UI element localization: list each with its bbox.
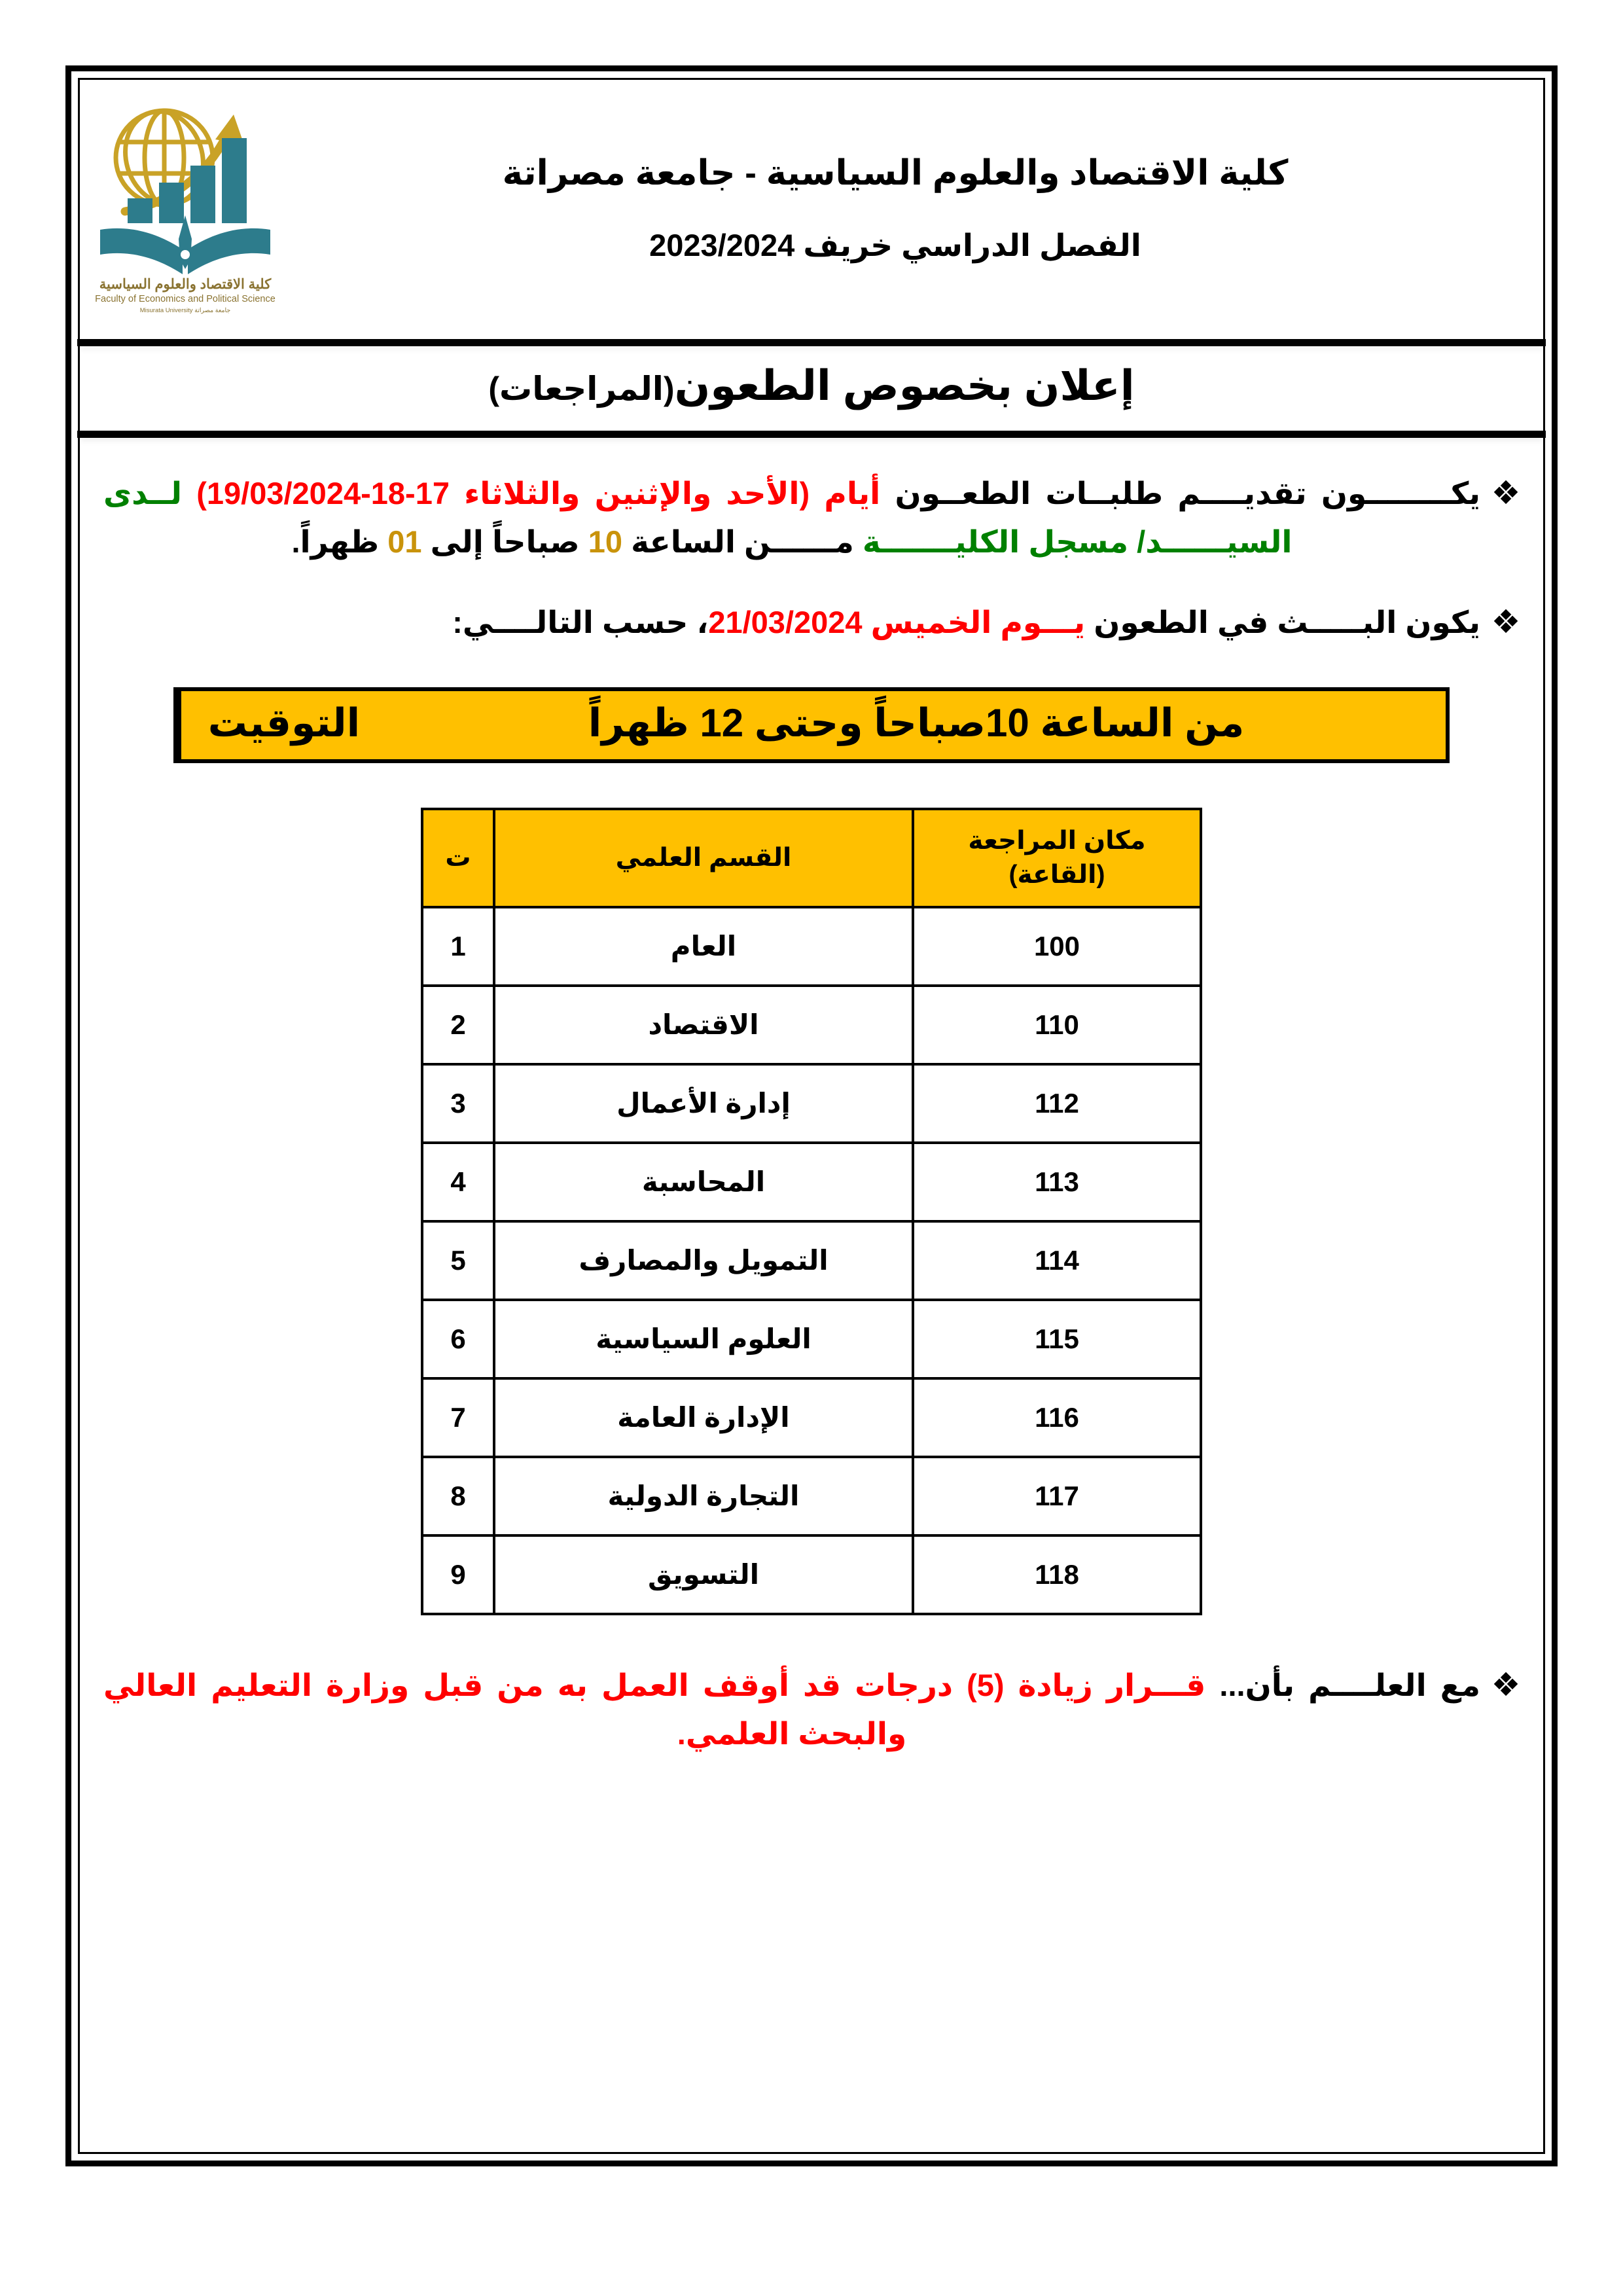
cell-index: 6: [422, 1300, 494, 1378]
bullet2-seg0: يكون البـــــث في الطعون: [1085, 604, 1480, 639]
cell-hall: 115: [913, 1300, 1201, 1378]
bullet-text-hearing: [103, 598, 1480, 647]
timing-value: من الساعة 10صباحاً وحتى 12 ظهراً: [387, 691, 1446, 759]
cell-hall: 113: [913, 1143, 1201, 1221]
table-row: [422, 1378, 1201, 1457]
bullet2-seg1: يـــوم الخميس 21/03/2024: [708, 604, 1086, 639]
faculty-logo: [77, 100, 293, 316]
cell-index: 5: [422, 1221, 494, 1300]
cell-department: العلوم السياسية: [494, 1300, 913, 1378]
cell-index: 1: [422, 907, 494, 986]
timing-banner: [173, 687, 1450, 763]
bullet-item-hearing: [77, 598, 1546, 647]
bullet1-seg2: لــدى السيــــــد/ مسجل الكليـــــــة: [103, 476, 1293, 560]
cell-index: 7: [422, 1378, 494, 1457]
cell-index: 2: [422, 986, 494, 1064]
diamond-bullet-icon-3: ❖: [1491, 1666, 1521, 1703]
table-row: [422, 1064, 1201, 1143]
bullet1-seg3: مــــــن الساعة: [622, 524, 863, 560]
cell-hall: 112: [913, 1064, 1201, 1143]
header-text-block: [293, 153, 1524, 264]
bullet2-seg2: ، حسب التالــــي:: [452, 604, 709, 639]
cell-hall: 118: [913, 1535, 1201, 1614]
document-header: [77, 77, 1546, 339]
announcement-document: [77, 77, 1546, 2155]
column-header-index: ت: [422, 809, 494, 907]
logo-arabic-caption: كلية الاقتصاد والعلوم السياسية: [99, 277, 272, 292]
cell-index: 4: [422, 1143, 494, 1221]
departments-table: [421, 808, 1202, 1615]
cell-department: التمويل والمصارف: [494, 1221, 913, 1300]
bullet-item-submission: [77, 469, 1546, 567]
bullet-text-submission: [103, 469, 1480, 567]
footer-seg1: قـــرار زيادة (5) درجات قد أوقف العمل به من قبل وزارة التعليم العالي والبحث العلمي.: [103, 1667, 1206, 1751]
semester-label: الفصل الدراسي خريف 2023/2024: [649, 227, 1141, 262]
table-row: [422, 1143, 1201, 1221]
pen-nib-icon: [179, 215, 192, 269]
logo-university-caption: جامعة مصراتة Misurata University: [139, 307, 231, 314]
footer-note-item: [77, 1661, 1546, 1759]
cell-department: التجارة الدولية: [494, 1457, 913, 1535]
table-row: [422, 986, 1201, 1064]
bullet1-seg6: 01: [387, 524, 422, 560]
table-head: [422, 809, 1201, 907]
announcement-title-paren: (المراجعات): [488, 370, 675, 407]
departments-table-wrapper: [77, 808, 1546, 1615]
diamond-bullet-icon: ❖: [1491, 475, 1521, 511]
cell-index: 9: [422, 1535, 494, 1614]
faculty-logo-graphic: [87, 100, 283, 316]
cell-hall: 117: [913, 1457, 1201, 1535]
cell-hall: 114: [913, 1221, 1201, 1300]
cell-department: إدارة الأعمال: [494, 1064, 913, 1143]
cell-department: العام: [494, 907, 913, 986]
table-row: [422, 1221, 1201, 1300]
table-row: [422, 1300, 1201, 1378]
cell-department: المحاسبة: [494, 1143, 913, 1221]
announcement-title-main: إعلان بخصوص الطعون: [674, 362, 1135, 409]
bullet1-seg5: صباحاً إلى: [421, 524, 588, 560]
table-header-row: [422, 809, 1201, 907]
table-row: [422, 1535, 1201, 1614]
cell-department: الاقتصاد: [494, 986, 913, 1064]
bullet1-seg4: 10: [588, 524, 623, 560]
diamond-bullet-icon-2: ❖: [1491, 603, 1521, 640]
cell-index: 3: [422, 1064, 494, 1143]
timing-label: التوقيت: [177, 691, 387, 759]
title-divider-rule: [77, 431, 1546, 438]
cell-hall: 110: [913, 986, 1201, 1064]
footer-seg0: مع العلــــم بأن...: [1205, 1667, 1480, 1702]
bullet1-seg0: يكــــــــون تقديــــم طلبــات الطعــون: [880, 476, 1480, 511]
table-row: [422, 907, 1201, 986]
cell-index: 8: [422, 1457, 494, 1535]
cell-hall: 116: [913, 1378, 1201, 1457]
column-header-department: القسم العلمي: [494, 809, 913, 907]
logo-english-caption: Faculty of Economics and Political Science: [95, 294, 276, 304]
footer-note-text: [103, 1661, 1480, 1759]
bullet1-seg7: ظهراً.: [291, 524, 388, 560]
column-header-hall: مكان المراجعة (القاعة): [913, 809, 1201, 907]
faculty-name: كلية الاقتصاد والعلوم السياسية - جامعة مصراتة: [502, 153, 1289, 192]
cell-department: الإدارة العامة: [494, 1378, 913, 1457]
table-row: [422, 1457, 1201, 1535]
header-divider-rule: [77, 339, 1546, 346]
cell-hall: 100: [913, 907, 1201, 986]
bullet1-seg1: أيام (الأحد والإثنين والثلاثاء 17-18-19/03/2024): [196, 476, 881, 511]
announcement-title: [77, 346, 1546, 431]
cell-department: التسويق: [494, 1535, 913, 1614]
table-body: [422, 907, 1201, 1614]
